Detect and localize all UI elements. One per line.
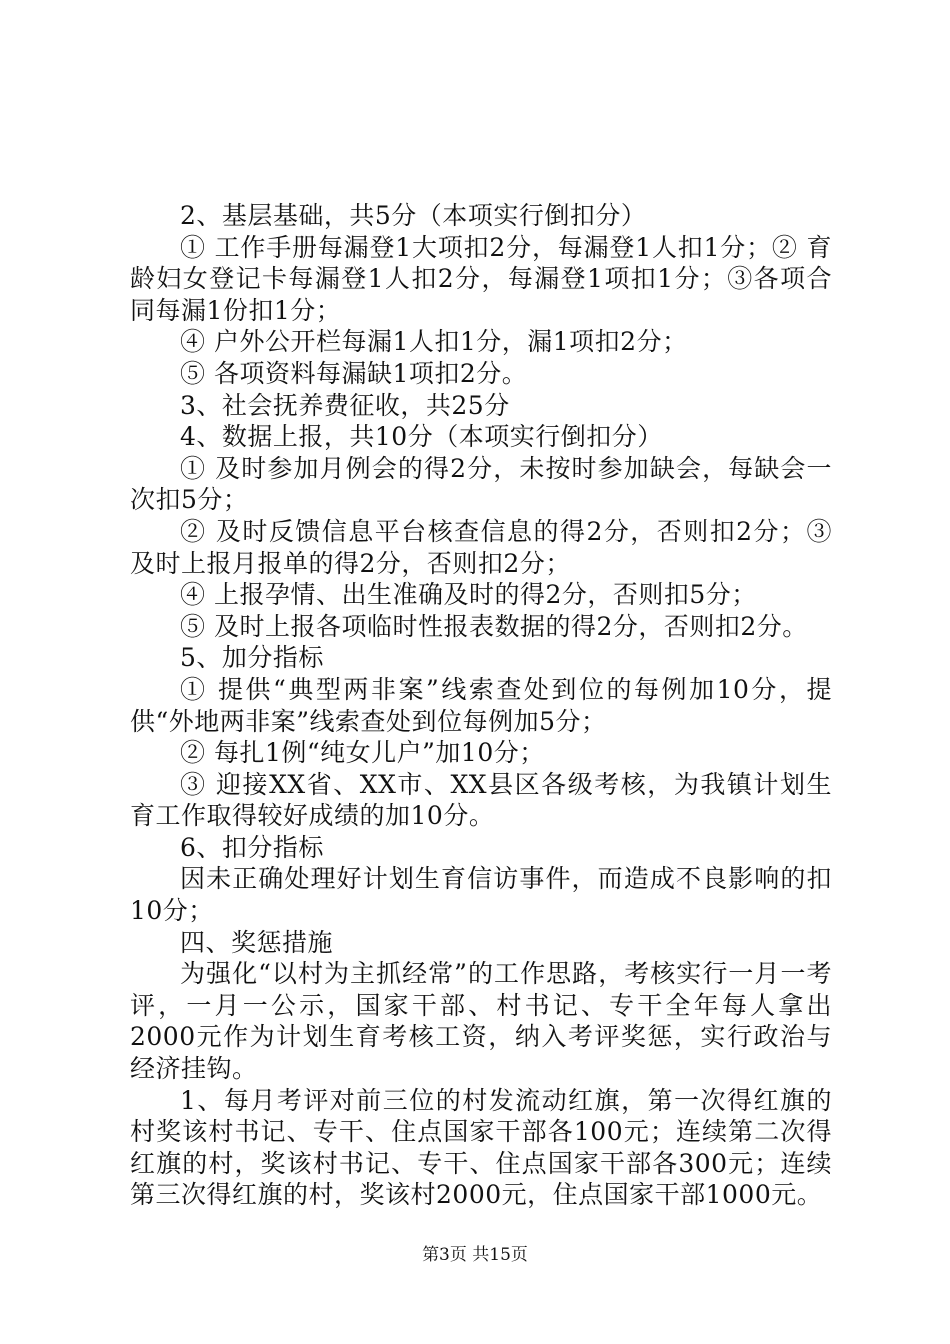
paragraph-item: ① 工作手册每漏登1大项扣2分，每漏登1人扣1分；② 育龄妇女登记卡每漏登1人扣2分，每漏登1项扣1分；③各项合同每漏1份扣1分； bbox=[130, 232, 832, 325]
paragraph-item: 因未正确处理好计划生育信访事件，而造成不良影响的扣10分； bbox=[130, 864, 832, 926]
paragraph-item: ⑤ 及时上报各项临时性报表数据的得2分，否则扣2分。 bbox=[180, 611, 808, 641]
paragraph-item: ② 及时反馈信息平台核查信息的得2分，否则扣2分；③ 及时上报月报单的得2分，否则扣2分； bbox=[130, 516, 832, 578]
document-body bbox=[130, 200, 832, 1211]
paragraph-section-6-heading: 6、扣分指标 bbox=[180, 832, 324, 862]
paragraph-section-four-heading: 四、奖惩措施 bbox=[180, 927, 334, 957]
paragraph-section-3-heading: 3、社会抚养费征收，共25分 bbox=[180, 390, 510, 420]
paragraph-item: ① 及时参加月例会的得2分，未按时参加缺会，每缺会一次扣5分； bbox=[130, 453, 832, 515]
paragraph-section-2-heading: 2、基层基础，共5分（本项实行倒扣分） bbox=[180, 201, 647, 230]
paragraph-section-4-heading: 4、数据上报，共10分（本项实行倒扣分） bbox=[180, 422, 663, 452]
paragraph-item: ④ 户外公开栏每漏1人扣1分，漏1项扣2分； bbox=[180, 327, 688, 357]
paragraph-item: ① 提供“典型两非案”线索查处到位的每例加10分，提供“外地两非案”线索查处到位每例加5分； bbox=[130, 674, 832, 736]
paragraph-body: 为强化“以村为主抓经常”的工作思路，考核实行一月一考评，一月一公示，国家干部、村书记、专干全年每人拿出2000元作为计划生育考核工资，纳入考评奖惩，实行政治与经济挂钩。 bbox=[130, 959, 832, 1084]
paragraph-item: ② 每扎1例“纯女儿户”加10分； bbox=[180, 738, 545, 768]
paragraph-section-5-heading: 5、加分指标 bbox=[180, 643, 324, 673]
paragraph-item: ④ 上报孕情、出生准确及时的得2分，否则扣5分； bbox=[180, 580, 757, 610]
paragraph-item: ⑤ 各项资料每漏缺1项扣2分。 bbox=[180, 358, 528, 388]
paragraph-body: 1、每月考评对前三位的村发流动红旗，第一次得红旗的村奖该村书记、专干、住点国家干部各100元；连续第二次得红旗的村，奖该村书记、专干、住点国家干部各300元；连续第三次得红旗的村，奖该村2000元，住点国家干部1000元。 bbox=[130, 1085, 832, 1210]
paragraph-item: ③ 迎接XX省、XX市、XX县区各级考核，为我镇计划生育工作取得较好成绩的加10分。 bbox=[130, 769, 832, 831]
page-number-footer: 第3页 共15页 bbox=[422, 1245, 528, 1265]
